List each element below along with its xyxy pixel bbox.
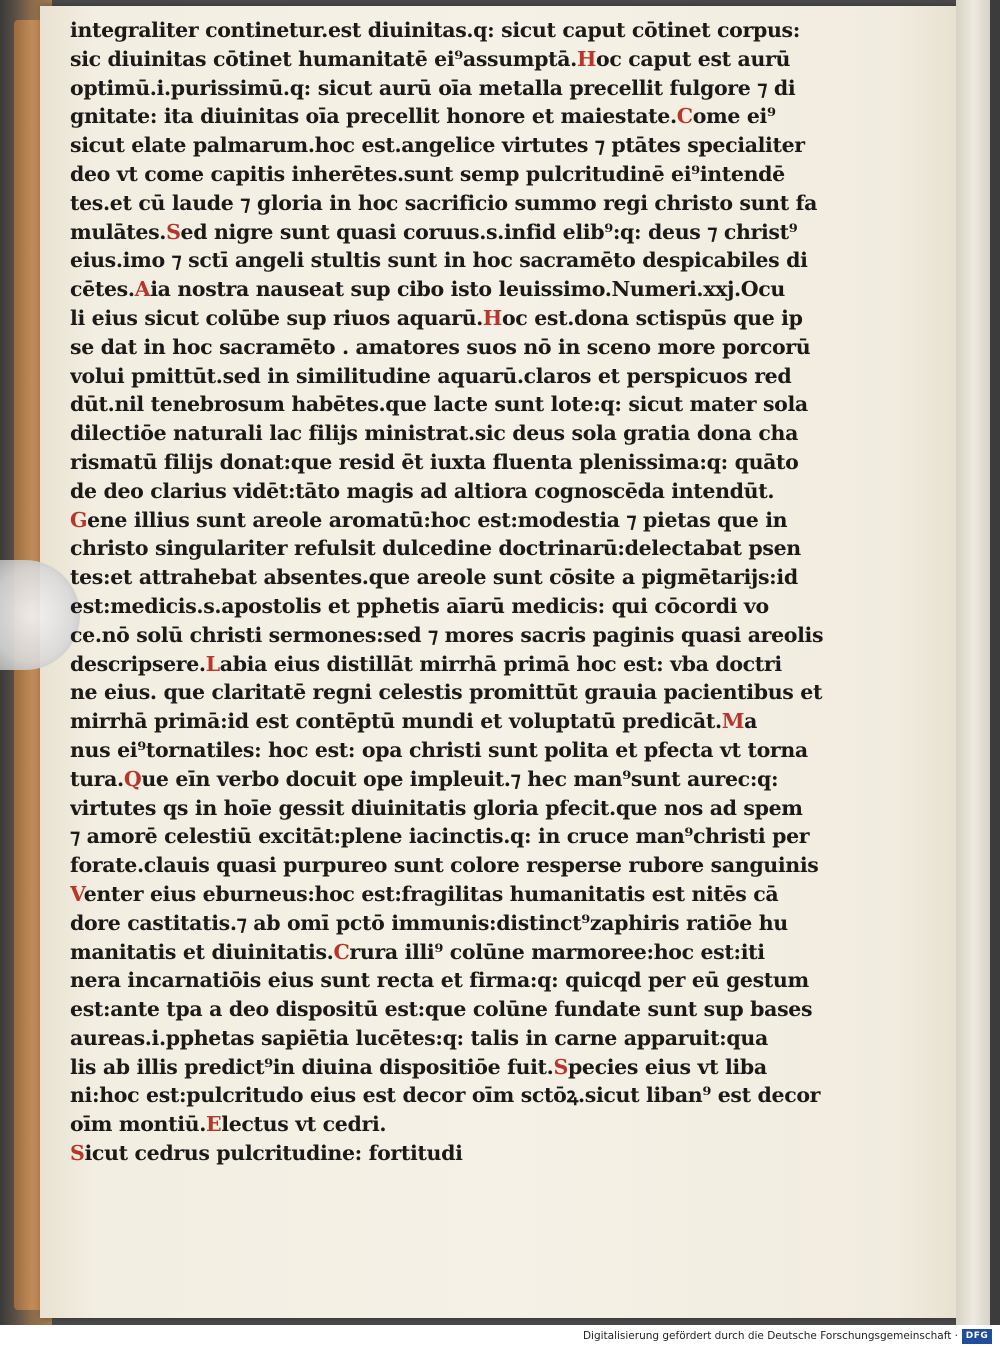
line-text-after-initial: lectus vt cedri. <box>221 1112 387 1137</box>
text-line <box>70 218 885 247</box>
rubricated-initial: S <box>553 1054 568 1079</box>
line-text-after-initial: abia eius distillāt mirrhā primā hoc est: vba doctri <box>219 651 782 676</box>
line-text: gnitate: ita diuinitas oīa precellit honore et maiestate. <box>70 104 677 129</box>
text-line <box>70 74 885 103</box>
text-line <box>70 534 885 563</box>
line-text: se dat in hoc sacramēto . amatores suos nō in sceno more porcorū <box>70 334 811 359</box>
rubricated-initial: G <box>70 507 88 532</box>
line-text-after-initial: ue eīn verbo docuit ope impleuit.⁊ hec man⁹sunt aurec:q: <box>141 766 779 791</box>
line-text: dilectiōe naturali lac filijs ministrat.sic deus sola gratia dona cha <box>70 421 799 446</box>
line-text: optimū.i.purissimū.q: sicut aurū oīa metalla precellit fulgore ⁊ di <box>70 75 796 100</box>
rubricated-initial: S <box>166 219 181 244</box>
blackletter-text-block <box>70 16 885 1168</box>
rubricated-initial: E <box>206 1112 222 1137</box>
line-text: sic diuinitas cōtinet humanitatē ei⁹assumptā. <box>70 46 577 71</box>
line-text-after-initial: oc caput est aurū <box>596 46 791 71</box>
line-text: tes.et cū laude ⁊ gloria in hoc sacrificio summo regi christo sunt fa <box>70 190 818 215</box>
line-text: tes:et attrahebat absentes.que areole sunt cōsite a pigmētarijs:id <box>70 565 798 590</box>
line-text: volui pmittūt.sed in similitudine aquarū.claros et perspicuos red <box>70 363 792 388</box>
text-line <box>70 851 885 880</box>
line-text-after-initial: ed nigre sunt quasi coruus.s.infid elib⁹:q: deus ⁊ christ⁹ <box>180 219 798 244</box>
line-text: dūt.nil tenebrosum habētes.que lacte sunt lote:q: sicut mater sola <box>70 392 808 417</box>
line-text-after-initial: pecies eius vt liba <box>567 1054 767 1079</box>
text-line <box>70 16 885 45</box>
line-text: forate.clauis quasi purpureo sunt colore resperse rubore sanguinis <box>70 853 819 878</box>
line-text: ni:hoc est:pulcritudo eius est decor oīm sctōꝝ.sicut liban⁹ est decor <box>70 1083 821 1108</box>
line-text: lis ab illis predict⁹in diuina dispositiōe fuit. <box>70 1054 554 1079</box>
line-text: virtutes qs in hoīe gessit diuinitatis gloria pfecit.que nos ad spem <box>70 795 803 820</box>
line-text-after-initial: enter eius eburneus:hoc est:fragilitas humanitatis est nitēs cā <box>83 881 779 906</box>
text-line <box>70 650 885 679</box>
rubricated-initial: H <box>576 46 597 71</box>
line-text: nera incarnatiōis eius sunt recta et firma:q: quicqd per eū gestum <box>70 968 809 993</box>
line-text: descripsere. <box>70 651 206 676</box>
line-text: mirrhā primā:id est contēptū mundi et voluptatū predicāt. <box>70 709 722 734</box>
line-text: ⁊ amorē celestiū excitāt:plene iacinctis.q: in cruce man⁹christi per <box>70 824 810 849</box>
text-line <box>70 477 885 506</box>
text-line <box>70 966 885 995</box>
text-line <box>70 131 885 160</box>
text-line <box>70 880 885 909</box>
line-text-after-initial: a <box>744 709 758 734</box>
line-text: est:ante tpa a deo dispositū est:que colūne fundate sunt sup bases <box>70 997 813 1022</box>
line-text: oīm montiū. <box>70 1112 207 1137</box>
text-line <box>70 621 885 650</box>
line-text: christo singulariter refulsit dulcedine doctrinarū:delectabat psen <box>70 536 801 561</box>
rubricated-initial: H <box>482 305 502 330</box>
text-line <box>70 1110 885 1139</box>
line-text: est:medicis.s.apostolis et pphetis aīarū medicis: qui cōcordi vo <box>70 593 769 618</box>
digitization-footer <box>0 1325 1000 1349</box>
line-text: cētes. <box>70 277 135 302</box>
text-line <box>70 419 885 448</box>
rubricated-initial: M <box>721 709 745 734</box>
text-line <box>70 1053 885 1082</box>
text-line <box>70 909 885 938</box>
text-line <box>70 304 885 333</box>
text-line <box>70 678 885 707</box>
line-text-after-initial: ome ei⁹ <box>692 104 776 129</box>
rubricated-initial: A <box>134 277 151 302</box>
text-line <box>70 995 885 1024</box>
text-line <box>70 592 885 621</box>
line-text: sicut elate palmarum.hoc est.angelice virtutes ⁊ ptātes specialiter <box>70 133 805 158</box>
text-line <box>70 1139 885 1168</box>
scan-border-right <box>990 0 1000 1325</box>
text-line <box>70 448 885 477</box>
rubricated-initial: C <box>333 939 350 964</box>
text-line <box>70 160 885 189</box>
line-text: de deo clarius vidēt:tāto magis ad altiora cognoscēda intendūt. <box>70 478 775 503</box>
line-text: li eius sicut colūbe sup riuos aquarū. <box>70 305 483 330</box>
text-line <box>70 246 885 275</box>
line-text: aureas.i.pphetas sapiētia lucētes:q: talis in carne apparuit:qua <box>70 1025 768 1050</box>
line-text: nus ei⁹tornatiles: hoc est: opa christi sunt polita et pfecta vt torna <box>70 737 808 762</box>
text-line <box>70 506 885 535</box>
line-text: ce.nō solū christi sermones:sed ⁊ mores sacris paginis quasi areolis <box>70 622 824 647</box>
text-line <box>70 102 885 131</box>
text-line <box>70 707 885 736</box>
text-line <box>70 189 885 218</box>
rubricated-initial: L <box>205 651 220 676</box>
line-text: eius.imo ⁊ sctī angeli stultis sunt in hoc sacramēto despicabiles di <box>70 248 808 273</box>
text-line <box>70 45 885 74</box>
line-text: ne eius. que claritatē regni celestis promittūt grauia pacientibus et <box>70 680 823 705</box>
rubricated-initial: Q <box>123 766 142 791</box>
line-text: tura. <box>70 766 124 791</box>
line-text-after-initial: icut cedrus pulcritudine: fortitudi <box>84 1141 463 1166</box>
text-line <box>70 1024 885 1053</box>
rubricated-initial: S <box>70 1141 85 1166</box>
line-text: manitatis et diuinitatis. <box>70 939 334 964</box>
rubricated-initial: V <box>70 881 84 906</box>
text-line <box>70 390 885 419</box>
line-text: integraliter continetur.est diuinitas.q: sicut caput cōtinet corpus: <box>70 18 800 42</box>
line-text: rismatū filijs donat:que resid ēt iuxta fluenta plenissima:q: quāto <box>70 449 799 474</box>
text-line <box>70 333 885 362</box>
text-line <box>70 794 885 823</box>
text-line <box>70 275 885 304</box>
line-text: mulātes. <box>70 219 167 244</box>
line-text-after-initial: ia nostra nauseat sup cibo isto leuissimo.Numeri.xxj.Ocu <box>150 277 785 302</box>
text-line <box>70 1081 885 1110</box>
text-line <box>70 736 885 765</box>
funding-credit: Digitalisierung gefördert durch die Deutsche Forschungsgemeinschaft · <box>582 1330 958 1342</box>
text-line <box>70 563 885 592</box>
text-line <box>70 938 885 967</box>
text-line <box>70 822 885 851</box>
line-text: deo vt come capitis inherētes.sunt semp pulcritudinē ei⁹intendē <box>70 161 785 186</box>
rubricated-initial: C <box>676 104 693 129</box>
text-line <box>70 362 885 391</box>
dfg-logo: DFG <box>962 1329 992 1344</box>
line-text: dore castitatis.⁊ ab omī pctō immunis:distinct⁹zaphiris ratiōe hu <box>70 910 788 935</box>
text-line <box>70 765 885 794</box>
line-text-after-initial: oc est.dona sctispūs que ip <box>501 305 803 330</box>
line-text-after-initial: rura illi⁹ colūne marmoree:hoc est:iti <box>349 939 765 964</box>
line-text-after-initial: ene illius sunt areole aromatū:hoc est:modestia ⁊ pietas que in <box>87 507 788 532</box>
